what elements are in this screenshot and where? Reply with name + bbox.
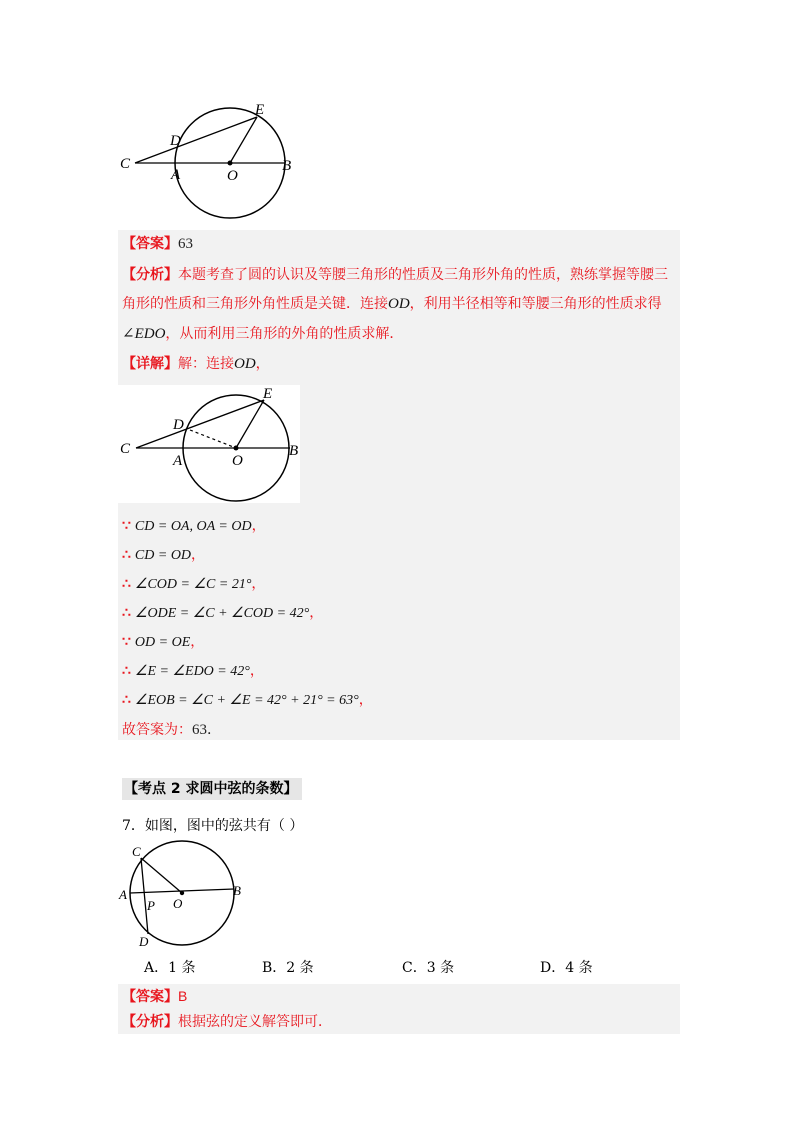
analysis-text-2b: ，利用半径相等和等腰三角形的性质求得 bbox=[409, 296, 662, 312]
analysis-text-2a: 角形的性质和三角形外角性质是关键．连接 bbox=[122, 296, 388, 312]
line-CO-3 bbox=[141, 858, 182, 893]
step-5: ∵ OD = OE， bbox=[122, 634, 205, 650]
line-CD-3 bbox=[141, 858, 148, 934]
analysis-line-2 bbox=[122, 294, 662, 314]
figure-circle-1 bbox=[115, 100, 305, 220]
line-CE-1 bbox=[135, 117, 257, 163]
line-CE-2 bbox=[136, 400, 264, 448]
label-O-3: O bbox=[173, 896, 183, 911]
step-3: ∴ ∠COD = ∠C = 21°， bbox=[122, 576, 266, 592]
label-O-1: O bbox=[227, 168, 238, 184]
option-c: C．3 条 bbox=[402, 960, 455, 976]
line-OE-1 bbox=[230, 117, 257, 163]
figure-circle-2 bbox=[118, 385, 300, 503]
answer-line-1 bbox=[122, 234, 193, 254]
point-O-2 bbox=[234, 446, 239, 451]
label-E-2: E bbox=[263, 386, 273, 402]
answer-value: 63 bbox=[178, 236, 193, 252]
label-C-1: C bbox=[120, 156, 131, 172]
analysis-math-edo: ∠EDO bbox=[122, 326, 166, 342]
analysis-tag-2: 【分析】 bbox=[122, 1014, 178, 1030]
label-A-2: A bbox=[173, 453, 183, 469]
figure-circle-3 bbox=[115, 838, 255, 950]
label-O-2: O bbox=[232, 453, 243, 469]
label-E-1: E bbox=[255, 102, 265, 118]
point-O-1 bbox=[228, 161, 233, 166]
option-b: B．2 条 bbox=[262, 960, 314, 976]
detail-tag: 【详解】 bbox=[122, 356, 178, 372]
analysis-text-block2: 根据弦的定义解答即可． bbox=[178, 1014, 332, 1030]
analysis-line-1 bbox=[122, 265, 668, 285]
line-OD-dashed bbox=[190, 430, 236, 448]
label-P-3: P bbox=[147, 898, 155, 913]
label-A-1: A bbox=[171, 167, 181, 183]
conclusion-end: . bbox=[207, 722, 212, 738]
step-6: ∴ ∠E = ∠EDO = 42°， bbox=[122, 663, 264, 679]
line-OE-2 bbox=[236, 400, 264, 448]
label-D-3: D bbox=[139, 934, 149, 949]
section-title: 【考点 2 求圆中弦的条数】 bbox=[122, 778, 302, 800]
answer-line-2 bbox=[122, 986, 187, 1007]
analysis-math-od: OD bbox=[388, 296, 410, 312]
analysis-line-block2 bbox=[122, 1012, 332, 1032]
label-B-2: B bbox=[289, 443, 299, 459]
step-4: ∴ ∠ODE = ∠C + ∠COD = 42°， bbox=[122, 605, 324, 621]
analysis-text-1: 本题考查了圆的认识及等腰三角形的性质及三角形外角的性质，熟练掌握等腰三 bbox=[178, 267, 668, 283]
conclusion-value: 63 bbox=[192, 722, 207, 738]
detail-text-b: ， bbox=[255, 356, 270, 372]
answer-tag-2: 【答案】 bbox=[122, 989, 178, 1005]
option-d: D．4 条 bbox=[540, 960, 593, 976]
option-a: A．1 条 bbox=[144, 960, 196, 976]
label-D-1: D bbox=[170, 133, 181, 149]
answer-value-2: B bbox=[178, 988, 188, 1004]
step-7: ∴ ∠EOB = ∠C + ∠E = 42° + 21° = 63°， bbox=[122, 692, 373, 708]
label-C-2: C bbox=[120, 441, 131, 457]
label-B-3: B bbox=[233, 883, 241, 898]
label-A-3: A bbox=[119, 887, 127, 902]
question-7: 7．如图，图中的弦共有（ ） bbox=[122, 818, 304, 834]
conclusion-line bbox=[122, 720, 211, 740]
answer-tag: 【答案】 bbox=[122, 236, 178, 252]
point-O-3 bbox=[180, 891, 184, 895]
analysis-line-3 bbox=[122, 324, 403, 344]
step-2: ∴ CD = OD， bbox=[122, 547, 206, 563]
step-1: ∵ CD = OA, OA = OD， bbox=[122, 518, 266, 534]
label-D-2: D bbox=[173, 417, 184, 433]
detail-text-a: 解：连接 bbox=[178, 356, 234, 372]
analysis-text-3b: ，从而利用三角形的外角的性质求解． bbox=[165, 326, 404, 342]
label-B-1: B bbox=[282, 158, 292, 174]
detail-line bbox=[122, 354, 270, 374]
detail-math-od: OD bbox=[234, 356, 256, 372]
label-C-3: C bbox=[132, 844, 141, 859]
analysis-tag: 【分析】 bbox=[122, 267, 178, 283]
conclusion-text: 故答案为： bbox=[122, 722, 192, 738]
